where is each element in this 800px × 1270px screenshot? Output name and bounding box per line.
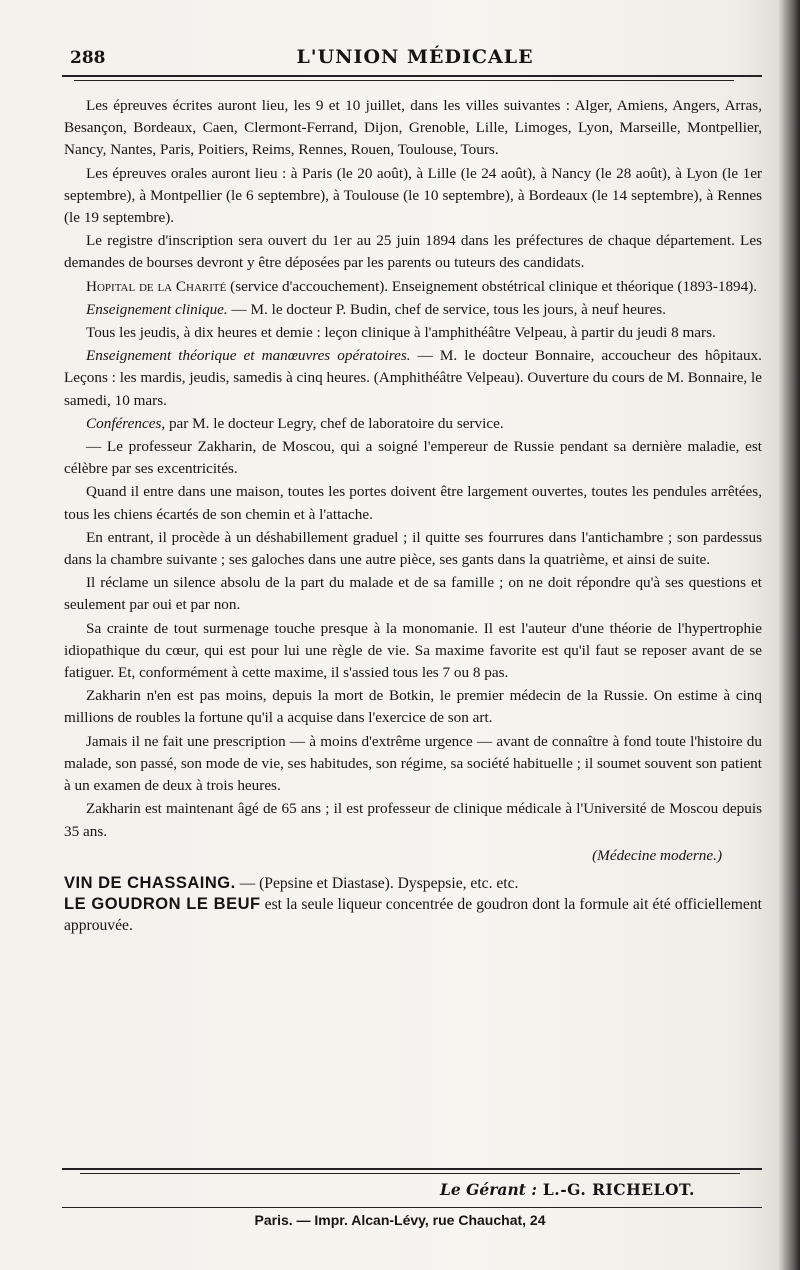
- goudron-title: LE GOUDRON LE BEUF: [64, 894, 261, 913]
- source-citation: (Médecine moderne.): [592, 846, 722, 864]
- gerant-name: L.-G. RICHELOT.: [537, 1180, 695, 1199]
- charite-text: (service d'accouchement). Enseignement obstétrical clinique et théorique (1893-1894).: [226, 277, 758, 295]
- paragraph-zakharin-fortune: Zakharin n'en est pas moins, depuis la mort de Botkin, le premier médecin de la Russie. On estime à cinq millions de roubles la fortune qu'il a acquise dans l'exercice de son art.: [64, 687, 762, 727]
- header-rule-thin: [74, 80, 734, 81]
- journal-title: L'UNION MÉDICALE: [296, 46, 534, 68]
- paragraph-jeudis: Tous les jeudis, à dix heures et demie : leçon clinique à l'amphithéâtre Velpeau, à partir du jeudi 8 mars.: [86, 324, 716, 342]
- goudron-text: est la seule liqueur concentrée de goudron dont la formule ait été officiellement approuvée.: [64, 895, 762, 934]
- advertisement-goudron: [64, 894, 762, 936]
- conferences-text: par M. le docteur Legry, chef de laboratoire du service.: [165, 414, 504, 432]
- paragraph-clinique: [64, 299, 762, 321]
- paragraph-orales: Les épreuves orales auront lieu : à Paris (le 20 août), à Lille (le 24 août), à Nancy (le 28 août), à Lyon (le 1er septembre), à Montpellier (le 6 septembre), à Toulouse (le 10 septembre), à Bordeaux (le 14 septembre), à Rennes (le 19 septembre).: [64, 164, 762, 227]
- paragraph-inscription: Le registre d'inscription sera ouvert du 1er au 25 juin 1894 dans les préfectures de chaque département. Les demandes de bourses devront y être déposées par les parents ou tuteurs des candidats.: [64, 232, 762, 272]
- paragraph-zakharin-intro: — Le professeur Zakharin, de Moscou, qui a soigné l'empereur de Russie pendant sa dernière maladie, est célèbre par ses excentricités.: [64, 438, 762, 478]
- paragraph-conferences: [64, 413, 762, 435]
- footer-rule: [62, 1168, 762, 1170]
- paragraph-zakharin-age: Zakharin est maintenant âgé de 65 ans ; il est professeur de clinique médicale à l'Université de Moscou depuis 35 ans.: [64, 800, 762, 840]
- gerant-label: Le Gérant :: [440, 1180, 538, 1199]
- paragraph-zakharin-crainte: Sa crainte de tout surmenage touche presque à la monomanie. Il est l'auteur d'une théorie de l'hypertrophie idiopathique du cœur, qui est pour lui une règle de vie. Sa maxime favorite est qu'il faut se reposer avant de se fatiguer. Et, conformément à cette maxime, il s'assied tous les 7 ou 8 pas.: [64, 619, 762, 682]
- paragraph-theorique: [64, 345, 762, 412]
- gerant-signature: [440, 1180, 695, 1199]
- paragraph-charite: [64, 276, 762, 298]
- paragraph-zakharin-silence: Il réclame un silence absolu de la part du malade et de sa famille ; on ne doit répondre qu'à ses questions et seulement par oui et par non.: [64, 574, 762, 614]
- conferences-label: Conférences,: [86, 414, 166, 432]
- paragraph-zakharin-entrant: En entrant, il procède à un déshabillement graduel ; il quitte ses fourrures dans l'antichambre ; son pardessus dans la chambre suivante ; ses galoches dans une autre pièce, ses gants dans la quatrième, et ainsi de suite.: [64, 528, 762, 569]
- clinique-text: — M. le docteur P. Budin, chef de service, tous les jours, à neuf heures.: [227, 300, 666, 318]
- paragraph-zakharin-maison: Quand il entre dans une maison, toutes les portes doivent être largement ouvertes, toutes les pendules arrêtées, tous les chiens écartés de son chemin et à l'attache.: [64, 483, 762, 523]
- theorique-text: — M. le docteur Bonnaire, accoucheur des hôpitaux. Leçons : les mardis, jeudis, samedis à cinq heures. (Amphithéâtre Velpeau). Ouverture du cours de M. Bonnaire, le samedi, 10 mars.: [64, 347, 762, 409]
- paragraph-zakharin-prescription: Jamais il ne fait une prescription — à moins d'extrême urgence — avant de connaître à fond toute l'histoire du malade, son passé, son mode de vie, ses habitudes, son régime, sa société habituelle ; il soumet souvent son patient à un examen de deux à trois heures.: [64, 732, 762, 795]
- printer-imprint: Paris. — Impr. Alcan-Lévy, rue Chauchat, 24: [254, 1212, 546, 1228]
- footer-rule-thin: [80, 1173, 740, 1174]
- theorique-label: Enseignement théorique et manœuvres opératoires.: [86, 347, 411, 365]
- page-edge-shadow: [778, 0, 800, 1270]
- advertisement-vin: [64, 873, 762, 894]
- page-header: [70, 42, 760, 70]
- vin-text: — (Pepsine et Diastase). Dyspepsie, etc. etc.: [235, 874, 519, 892]
- page-number: 288: [70, 48, 106, 68]
- article-body: [64, 95, 762, 936]
- charite-label: Hopital de la Charité: [86, 277, 227, 295]
- imprint-rule: [62, 1207, 762, 1208]
- vin-title: VIN DE CHASSAING.: [64, 873, 236, 892]
- paragraph-ecrites: Les épreuves écrites auront lieu, les 9 et 10 juillet, dans les villes suivantes : Alger, Amiens, Angers, Arras, Besançon, Bordeaux, Caen, Clermont-Ferrand, Dijon, Grenoble, Lille, Limoges, Lyon, Marseille, Montpellier, Nancy, Nantes, Paris, Poitiers, Reims, Rennes, Rouen, Toulouse, Tours.: [64, 97, 762, 159]
- clinique-label: Enseignement clinique.: [86, 300, 228, 318]
- header-rule: [62, 75, 762, 77]
